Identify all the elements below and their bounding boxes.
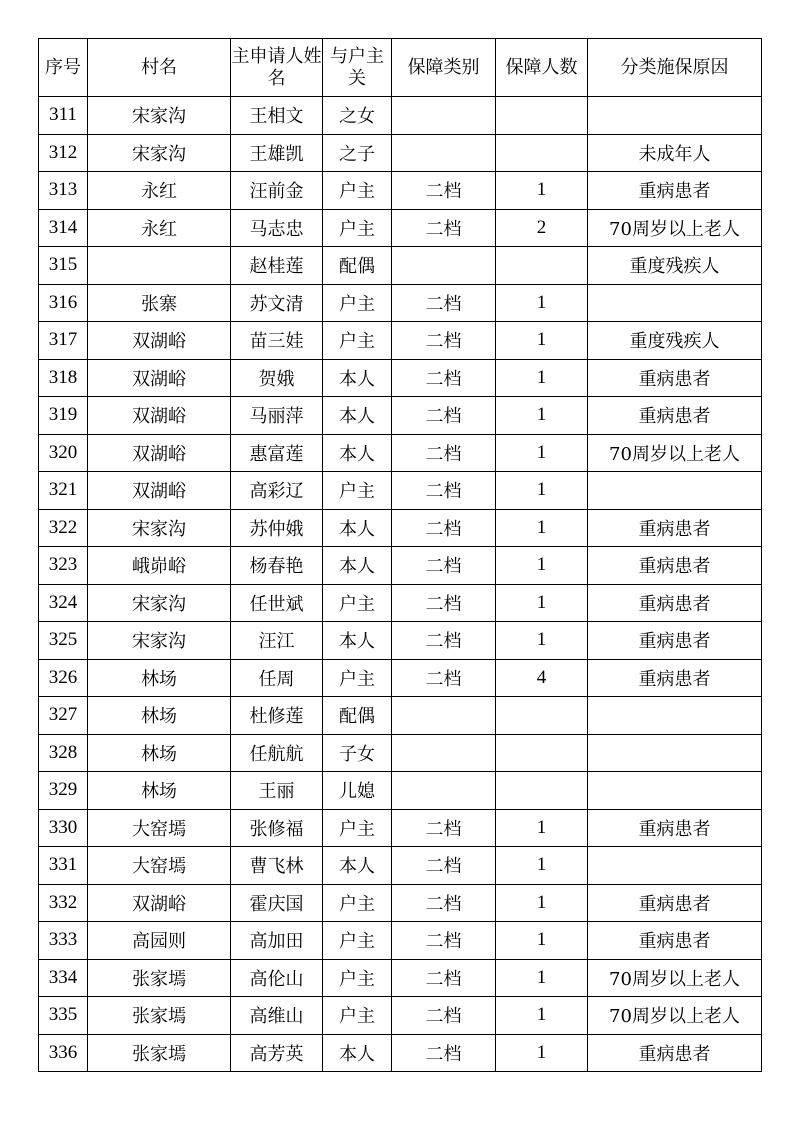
- cell-seq: 331: [39, 847, 88, 885]
- cell-seq: 311: [39, 97, 88, 135]
- cell-applicant: 赵桂莲: [231, 247, 323, 285]
- cell-applicant: 任世斌: [231, 584, 323, 622]
- cell-seq: 320: [39, 434, 88, 472]
- cell-category: [392, 734, 496, 772]
- cell-village: 双湖峪: [88, 472, 231, 510]
- cell-relation: 本人: [323, 509, 392, 547]
- cell-category: 二档: [392, 922, 496, 960]
- cell-seq: 316: [39, 284, 88, 322]
- cell-reason: 重度残疾人: [588, 247, 762, 285]
- cell-category: [392, 697, 496, 735]
- cell-relation: 户主: [323, 472, 392, 510]
- cell-category: [392, 97, 496, 135]
- cell-relation: 户主: [323, 584, 392, 622]
- cell-reason: 70周岁以上老人: [588, 209, 762, 247]
- cell-category: 二档: [392, 472, 496, 510]
- cell-reason: 重病患者: [588, 547, 762, 585]
- cell-reason: [588, 284, 762, 322]
- cell-relation: 之女: [323, 97, 392, 135]
- cell-applicant: 高伦山: [231, 959, 323, 997]
- cell-category: 二档: [392, 284, 496, 322]
- cell-relation: 户主: [323, 809, 392, 847]
- cell-relation: 户主: [323, 997, 392, 1035]
- table-row: [39, 959, 762, 997]
- table-row: [39, 884, 762, 922]
- cell-reason: 重病患者: [588, 584, 762, 622]
- table-row: [39, 397, 762, 435]
- cell-reason: [588, 97, 762, 135]
- cell-relation: 配偶: [323, 247, 392, 285]
- cell-category: [392, 772, 496, 810]
- cell-count: 1: [496, 847, 588, 885]
- cell-seq: 319: [39, 397, 88, 435]
- cell-count: 1: [496, 434, 588, 472]
- cell-village: 宋家沟: [88, 134, 231, 172]
- cell-reason: 重病患者: [588, 622, 762, 660]
- cell-applicant: 高加田: [231, 922, 323, 960]
- cell-village: 宋家沟: [88, 622, 231, 660]
- cell-applicant: 任周: [231, 659, 323, 697]
- cell-category: 二档: [392, 359, 496, 397]
- cell-reason: 未成年人: [588, 134, 762, 172]
- table-row: [39, 284, 762, 322]
- cell-count: [496, 134, 588, 172]
- cell-applicant: 汪前金: [231, 172, 323, 210]
- cell-count: 1: [496, 509, 588, 547]
- cell-seq: 332: [39, 884, 88, 922]
- cell-category: 二档: [392, 959, 496, 997]
- cell-village: 永红: [88, 172, 231, 210]
- cell-count: 1: [496, 322, 588, 360]
- cell-count: 1: [496, 622, 588, 660]
- cell-seq: 330: [39, 809, 88, 847]
- cell-reason: 重病患者: [588, 809, 762, 847]
- cell-seq: 321: [39, 472, 88, 510]
- cell-category: [392, 247, 496, 285]
- cell-category: 二档: [392, 209, 496, 247]
- cell-reason: 重病患者: [588, 397, 762, 435]
- table-row: [39, 172, 762, 210]
- table-row: [39, 847, 762, 885]
- cell-seq: 322: [39, 509, 88, 547]
- cell-category: 二档: [392, 1034, 496, 1072]
- cell-applicant: 高维山: [231, 997, 323, 1035]
- cell-count: 1: [496, 997, 588, 1035]
- cell-applicant: 王相文: [231, 97, 323, 135]
- cell-village: 林场: [88, 772, 231, 810]
- cell-applicant: 王丽: [231, 772, 323, 810]
- cell-village: 张家墕: [88, 959, 231, 997]
- cell-reason: 重病患者: [588, 172, 762, 210]
- cell-reason: 重度残疾人: [588, 322, 762, 360]
- cell-seq: 327: [39, 697, 88, 735]
- cell-reason: [588, 472, 762, 510]
- cell-applicant: 马志忠: [231, 209, 323, 247]
- table-row: [39, 1034, 762, 1072]
- cell-count: [496, 734, 588, 772]
- cell-applicant: 苏文清: [231, 284, 323, 322]
- cell-village: 林场: [88, 734, 231, 772]
- cell-category: 二档: [392, 584, 496, 622]
- header-relation: 与户主关: [323, 39, 392, 97]
- cell-count: 1: [496, 809, 588, 847]
- header-category: 保障类别: [392, 39, 496, 97]
- cell-category: 二档: [392, 434, 496, 472]
- cell-category: 二档: [392, 884, 496, 922]
- table-row: [39, 734, 762, 772]
- cell-village: 双湖峪: [88, 434, 231, 472]
- cell-village: 永红: [88, 209, 231, 247]
- table-row: [39, 359, 762, 397]
- cell-applicant: 任航航: [231, 734, 323, 772]
- cell-count: 1: [496, 472, 588, 510]
- cell-village: 峨峁峪: [88, 547, 231, 585]
- cell-seq: 334: [39, 959, 88, 997]
- cell-village: 高园则: [88, 922, 231, 960]
- cell-count: 1: [496, 397, 588, 435]
- cell-seq: 318: [39, 359, 88, 397]
- cell-village: 双湖峪: [88, 359, 231, 397]
- cell-seq: 314: [39, 209, 88, 247]
- cell-village: 双湖峪: [88, 322, 231, 360]
- cell-relation: 儿媳: [323, 772, 392, 810]
- cell-village: [88, 247, 231, 285]
- table-body: [39, 97, 762, 1072]
- cell-relation: 户主: [323, 659, 392, 697]
- cell-village: 宋家沟: [88, 584, 231, 622]
- cell-applicant: 曹飞林: [231, 847, 323, 885]
- header-applicant: 主申请人姓名: [231, 39, 323, 97]
- cell-applicant: 张修福: [231, 809, 323, 847]
- cell-count: [496, 247, 588, 285]
- cell-applicant: 苏仲娥: [231, 509, 323, 547]
- cell-village: 宋家沟: [88, 97, 231, 135]
- cell-applicant: 惠富莲: [231, 434, 323, 472]
- cell-reason: 重病患者: [588, 509, 762, 547]
- cell-count: 1: [496, 584, 588, 622]
- cell-count: 1: [496, 959, 588, 997]
- table-row: [39, 922, 762, 960]
- cell-category: 二档: [392, 622, 496, 660]
- header-reason: 分类施保原因: [588, 39, 762, 97]
- cell-seq: 326: [39, 659, 88, 697]
- cell-count: [496, 697, 588, 735]
- cell-category: 二档: [392, 847, 496, 885]
- table-row: [39, 247, 762, 285]
- cell-applicant: 王雄凯: [231, 134, 323, 172]
- cell-reason: 重病患者: [588, 884, 762, 922]
- cell-village: 双湖峪: [88, 397, 231, 435]
- cell-reason: [588, 772, 762, 810]
- cell-relation: 户主: [323, 284, 392, 322]
- header-row: [39, 39, 762, 97]
- cell-count: 1: [496, 922, 588, 960]
- cell-count: [496, 772, 588, 810]
- cell-category: 二档: [392, 997, 496, 1035]
- cell-reason: 70周岁以上老人: [588, 959, 762, 997]
- cell-relation: 户主: [323, 884, 392, 922]
- cell-category: 二档: [392, 809, 496, 847]
- cell-applicant: 杜修莲: [231, 697, 323, 735]
- cell-relation: 户主: [323, 172, 392, 210]
- cell-category: 二档: [392, 397, 496, 435]
- table-row: [39, 659, 762, 697]
- table-row: [39, 209, 762, 247]
- table-row: [39, 134, 762, 172]
- cell-relation: 本人: [323, 622, 392, 660]
- cell-count: 1: [496, 172, 588, 210]
- table-row: [39, 472, 762, 510]
- cell-count: 2: [496, 209, 588, 247]
- cell-relation: 本人: [323, 847, 392, 885]
- table-row: [39, 809, 762, 847]
- header-seq: 序号: [39, 39, 88, 97]
- header-village: 村名: [88, 39, 231, 97]
- cell-seq: 324: [39, 584, 88, 622]
- cell-category: [392, 134, 496, 172]
- cell-category: 二档: [392, 659, 496, 697]
- cell-applicant: 杨春艳: [231, 547, 323, 585]
- cell-relation: 配偶: [323, 697, 392, 735]
- cell-seq: 317: [39, 322, 88, 360]
- table-row: [39, 997, 762, 1035]
- cell-applicant: 高芳英: [231, 1034, 323, 1072]
- cell-category: 二档: [392, 322, 496, 360]
- cell-seq: 329: [39, 772, 88, 810]
- header-count: 保障人数: [496, 39, 588, 97]
- cell-reason: [588, 697, 762, 735]
- cell-reason: 重病患者: [588, 659, 762, 697]
- cell-relation: 本人: [323, 397, 392, 435]
- cell-relation: 户主: [323, 922, 392, 960]
- cell-seq: 335: [39, 997, 88, 1035]
- table-row: [39, 772, 762, 810]
- cell-seq: 315: [39, 247, 88, 285]
- table-row: [39, 97, 762, 135]
- cell-reason: 70周岁以上老人: [588, 997, 762, 1035]
- cell-seq: 333: [39, 922, 88, 960]
- cell-applicant: 高彩辽: [231, 472, 323, 510]
- table-row: [39, 509, 762, 547]
- cell-count: 1: [496, 547, 588, 585]
- cell-reason: [588, 847, 762, 885]
- cell-reason: 重病患者: [588, 359, 762, 397]
- cell-relation: 本人: [323, 359, 392, 397]
- cell-village: 张家墕: [88, 997, 231, 1035]
- cell-seq: 328: [39, 734, 88, 772]
- cell-village: 张寨: [88, 284, 231, 322]
- cell-relation: 户主: [323, 959, 392, 997]
- cell-applicant: 贺娥: [231, 359, 323, 397]
- cell-count: 1: [496, 359, 588, 397]
- table-row: [39, 697, 762, 735]
- cell-seq: 312: [39, 134, 88, 172]
- table-row: [39, 622, 762, 660]
- table-row: [39, 547, 762, 585]
- cell-reason: 重病患者: [588, 922, 762, 960]
- cell-count: 1: [496, 1034, 588, 1072]
- cell-count: 1: [496, 284, 588, 322]
- cell-category: 二档: [392, 547, 496, 585]
- cell-reason: 70周岁以上老人: [588, 434, 762, 472]
- roster-table: [38, 38, 762, 1072]
- cell-relation: 之子: [323, 134, 392, 172]
- cell-seq: 325: [39, 622, 88, 660]
- cell-seq: 336: [39, 1034, 88, 1072]
- cell-reason: 重病患者: [588, 1034, 762, 1072]
- cell-applicant: 马丽萍: [231, 397, 323, 435]
- cell-applicant: 苗三娃: [231, 322, 323, 360]
- cell-seq: 323: [39, 547, 88, 585]
- cell-applicant: 霍庆国: [231, 884, 323, 922]
- cell-relation: 本人: [323, 547, 392, 585]
- cell-count: 4: [496, 659, 588, 697]
- cell-relation: 本人: [323, 1034, 392, 1072]
- cell-relation: 本人: [323, 434, 392, 472]
- cell-relation: 户主: [323, 209, 392, 247]
- cell-village: 双湖峪: [88, 884, 231, 922]
- cell-village: 张家墕: [88, 1034, 231, 1072]
- cell-count: 1: [496, 884, 588, 922]
- cell-relation: 户主: [323, 322, 392, 360]
- table-row: [39, 434, 762, 472]
- cell-village: 大窑墕: [88, 809, 231, 847]
- table-row: [39, 322, 762, 360]
- cell-village: 大窑墕: [88, 847, 231, 885]
- assistance-roster: [38, 38, 762, 1072]
- cell-relation: 子女: [323, 734, 392, 772]
- cell-seq: 313: [39, 172, 88, 210]
- cell-count: [496, 97, 588, 135]
- cell-village: 林场: [88, 659, 231, 697]
- cell-village: 林场: [88, 697, 231, 735]
- table-row: [39, 584, 762, 622]
- cell-reason: [588, 734, 762, 772]
- cell-village: 宋家沟: [88, 509, 231, 547]
- cell-applicant: 汪江: [231, 622, 323, 660]
- cell-category: 二档: [392, 172, 496, 210]
- cell-category: 二档: [392, 509, 496, 547]
